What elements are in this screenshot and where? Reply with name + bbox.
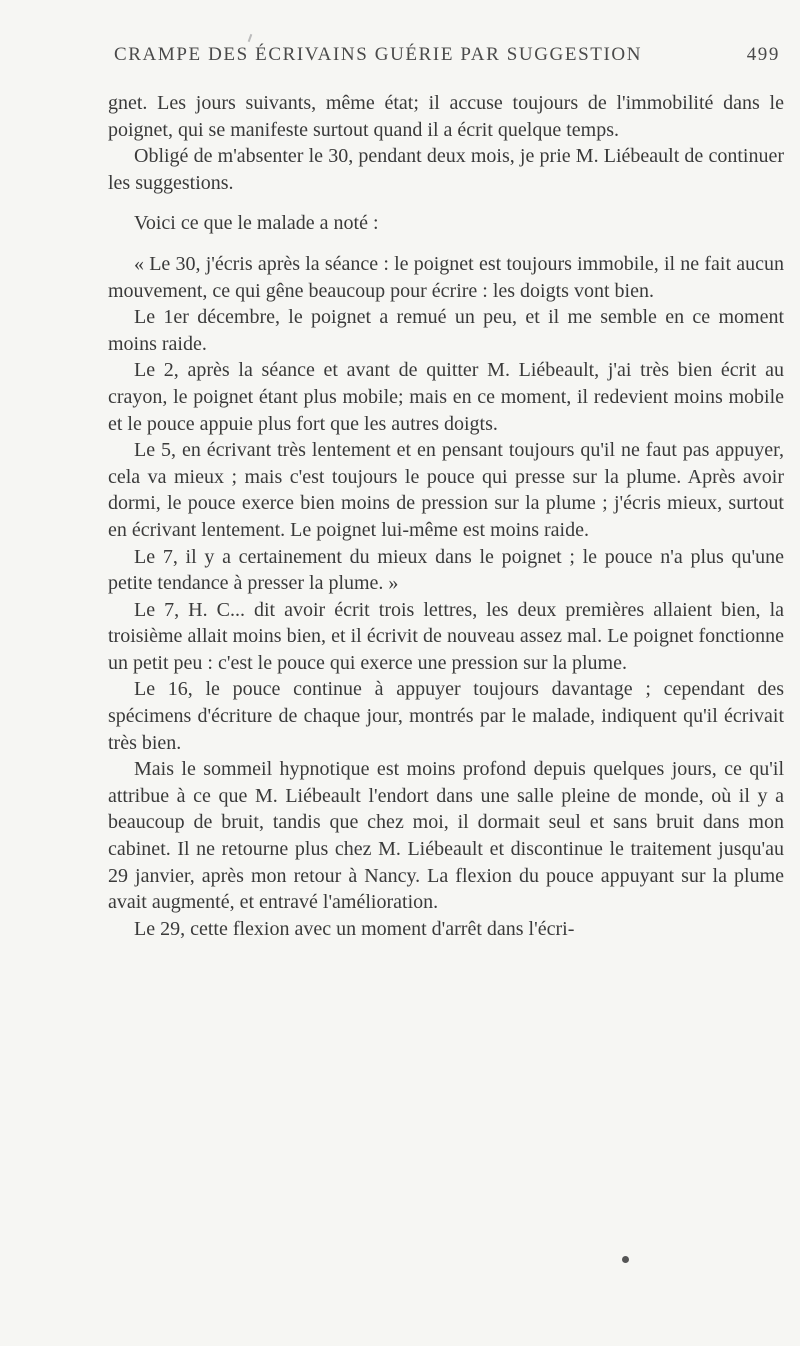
- body-text: [108, 90, 784, 942]
- page-number: 499: [746, 44, 780, 65]
- ink-dot: [622, 1256, 629, 1263]
- running-header: [108, 44, 784, 78]
- quoted-paragraph: « Le 30, j'écris après la séance : le poignet est toujours immobile, il ne fait aucun mouvement, ce qui gêne beaucoup pour écrire : les doigts vont bien.: [108, 252, 784, 302]
- paragraph: Mais le sommeil hypnotique est moins profond depuis quelques jours, ce qu'il attribue à ce que M. Liébeault l'endort dans une salle pleine de monde, où il y a beaucoup de bruit, tandis que chez moi, il dormait seul et sans bruit dans mon cabinet. Il ne retourne plus chez M. Liébeault et discontinue le traitement jusqu'au 29 janvier, après mon retour à Nancy. La flexion du pouce appuyant sur la plume avait augmenté, et entravé l'amélioration.: [108, 758, 784, 914]
- quoted-paragraph: Le 1er décembre, le poignet a remué un peu, et il me semble en ce moment moins raide.: [108, 306, 784, 355]
- page: [108, 44, 784, 942]
- paragraph: gnet. Les jours suivants, même état; il accuse toujours de l'immobilité dans le poignet, qui se manifeste surtout quand il a écrit quelque temps.: [108, 92, 784, 141]
- print-mark: [248, 34, 253, 42]
- paragraph: Obligé de m'absenter le 30, pendant deux mois, je prie M. Liébeault de continuer les suggestions.: [108, 145, 784, 194]
- quoted-paragraph: Le 2, après la séance et avant de quitter M. Liébeault, j'ai très bien écrit au crayon, le poignet étant plus mobile; mais en ce moment, il redevient moins mobile et le pouce appuie plus fort que les autres doigts.: [108, 359, 784, 435]
- running-title: CRAMPE DES ÉCRIVAINS GUÉRIE PAR SUGGESTION: [114, 44, 643, 65]
- paragraph: Voici ce que le malade a noté :: [134, 212, 379, 235]
- paragraph: Le 16, le pouce continue à appuyer toujours davantage ; cependant des spécimens d'écriture de chaque jour, montrés par le malade, indiquent qu'il écrivait très bien.: [108, 678, 784, 754]
- paragraph: Le 7, H. C... dit avoir écrit trois lettres, les deux premières allaient bien, la troisième allait moins bien, et il écrivit de nouveau assez mal. Le poignet fonctionne un petit peu : c'est le pouce qui exerce une pression sur la plume.: [108, 598, 784, 674]
- quoted-paragraph: Le 5, en écrivant très lentement et en pensant toujours qu'il ne faut pas appuyer, cela va mieux ; mais c'est toujours le pouce qui presse sur la plume. Après avoir dormi, le pouce exerce bien moins de pression sur la plume ; j'écris mieux, surtout en écrivant lentement. Le poignet lui-même est moins raide.: [108, 439, 784, 541]
- paragraph: Le 29, cette flexion avec un moment d'arrêt dans l'écri-: [134, 917, 575, 940]
- quoted-paragraph: Le 7, il y a certainement du mieux dans le poignet ; le pouce n'a plus qu'une petite tendance à presser la plume. »: [108, 545, 784, 595]
